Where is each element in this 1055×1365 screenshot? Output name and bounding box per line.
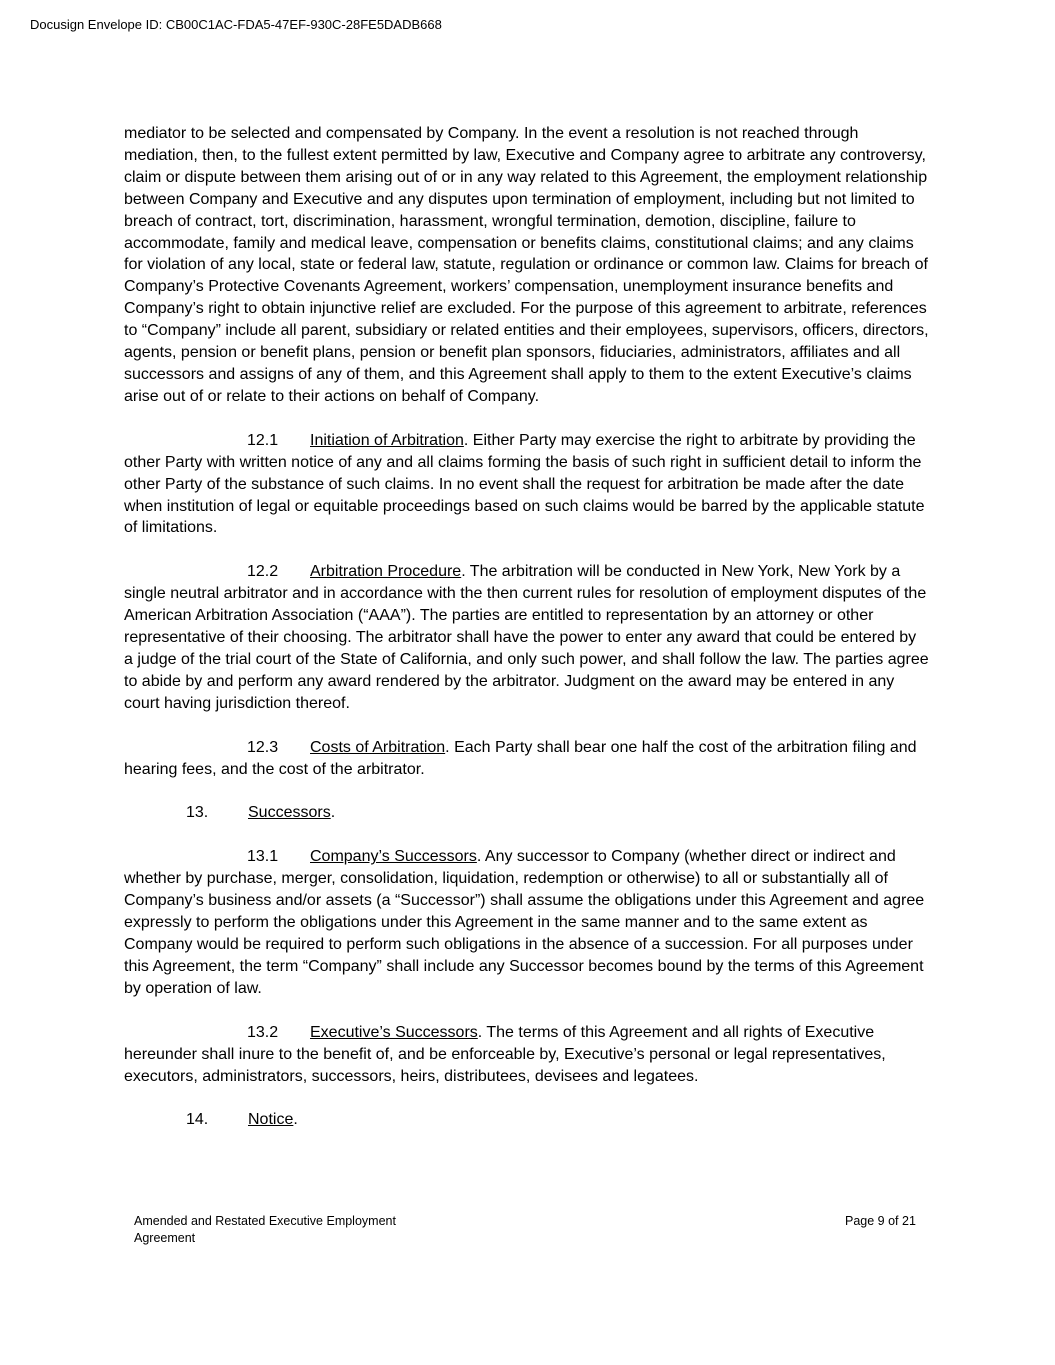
section-text: . Any successor to Company (whether direct or indirect and whether by purchase, merger, consolidation, liquidation, redemption or otherwise) to all or substantially all of Company’s business and/or assets (a “Successor”) shall assume the obligations under this Agreement and agree expressly to perform the obligations under this Agreement in the same manner and to the same extent as Company would be required to perform such obligations in the absence of a succession. For all purposes under this Agreement, the term “Company” shall include any Successor becomes bound by the terms of this Agreement by operation of law.	[124, 848, 925, 997]
section-number: 12.3	[247, 738, 279, 756]
intro-paragraph: mediator to be selected and compensated by Company. In the event a resolution is not reached through mediation, then, to the fullest extent permitted by law, Executive and Company agree to arbitrate any controversy, claim or dispute between them arising out of or in any way related to this Agreement, the employment relationship between Company and Executive and any disputes upon termination of employment, including but not limited to breach of contract, tort, discrimination, harassment, wrongful termination, demotion, discipline, failure to accommodate, family and medical leave, compensation or benefits claims, constitutional claims; and any claims for violation of any local, state or federal law, statute, regulation or ordinance or common law. Claims for breach of Company’s Protective Covenants Agreement, workers’ compensation, unemployment insurance benefits and Company’s right to obtain injunctive relief are excluded. For the purpose of this agreement to arbitrate, references to “Company” include all parent, subsidiary or related entities and their employees, supervisors, officers, directors, agents, pension or benefit plans, pension or benefit plan sponsors, fiduciaries, administrators, affiliates and all successors and assigns of any of them, and this Agreement shall apply to them to the extent Executive’s claims arise out of or relate to their actions on behalf of Company.	[124, 125, 929, 405]
section-13-2	[124, 1022, 929, 1088]
section-12-2	[124, 561, 929, 714]
footer-document-title: Amended and Restated Executive Employment Agreement	[134, 1214, 396, 1245]
section-number: 14.	[186, 1111, 209, 1129]
section-title: Initiation of Arbitration	[310, 431, 464, 449]
section-text: . Either Party may exercise the right to arbitrate by providing the other Party with written notice of any and all claims forming the basis of such right in sufficient detail to inform the other Party of the substance of such claims. In no event shall the request for arbitration be made after the date when institution of legal or equitable proceedings based on such claims would be barred by the applicable statute of limitations.	[124, 431, 925, 537]
section-title: Arbitration Procedure	[310, 563, 462, 581]
section-text: . The terms of this Agreement and all rights of Executive hereunder shall inure to the benefit of, and be enforceable by, Executive’s personal or legal representatives, executors, administrators, successors, heirs, distributees, devisees and legatees.	[124, 1023, 886, 1085]
section-number: 12.2	[247, 563, 279, 581]
section-number: 13.2	[247, 1023, 279, 1041]
section-text: . The arbitration will be conducted in New York, New York by a single neutral arbitrator and in accordance with the then current rules for resolution of employment disputes of the American Arbitration Association (“AAA”). The parties are entitled to representation by an attorney or other representative of their choosing. The arbitrator shall have the power to enter any award that could be entered by a judge of the trial court of the State of California, and only such power, and shall follow the law. The parties agree to abide by and perform any award rendered by the arbitrator. Judgment on the award may be entered in any court having jurisdiction thereof.	[124, 563, 929, 712]
section-title: Successors	[248, 804, 331, 822]
section-13-1	[124, 846, 929, 999]
section-title: Company’s Successors	[310, 848, 477, 866]
section-title: Executive’s Successors	[310, 1023, 478, 1041]
section-title-suffix: .	[330, 804, 336, 822]
section-title: Notice	[248, 1111, 294, 1129]
section-number: 12.1	[247, 431, 279, 449]
section-12-3	[124, 737, 929, 781]
section-number: 13.1	[247, 848, 279, 866]
section-text: . Each Party shall bear one half the cost of the arbitration filing and hearing fees, and the cost of the arbitrator.	[124, 738, 917, 778]
section-12-1	[124, 430, 929, 540]
footer-page-number: Page 9 of 21	[845, 1214, 916, 1228]
section-title-suffix: .	[293, 1111, 298, 1129]
section-13-heading	[186, 802, 929, 824]
document-body	[124, 123, 929, 1153]
docusign-envelope-id: Docusign Envelope ID: CB00C1AC-FDA5-47EF-930C-28FE5DADB668	[30, 17, 442, 32]
section-title: Costs of Arbitration	[310, 738, 446, 756]
section-14-heading	[186, 1109, 929, 1131]
section-number: 13.	[186, 804, 209, 822]
